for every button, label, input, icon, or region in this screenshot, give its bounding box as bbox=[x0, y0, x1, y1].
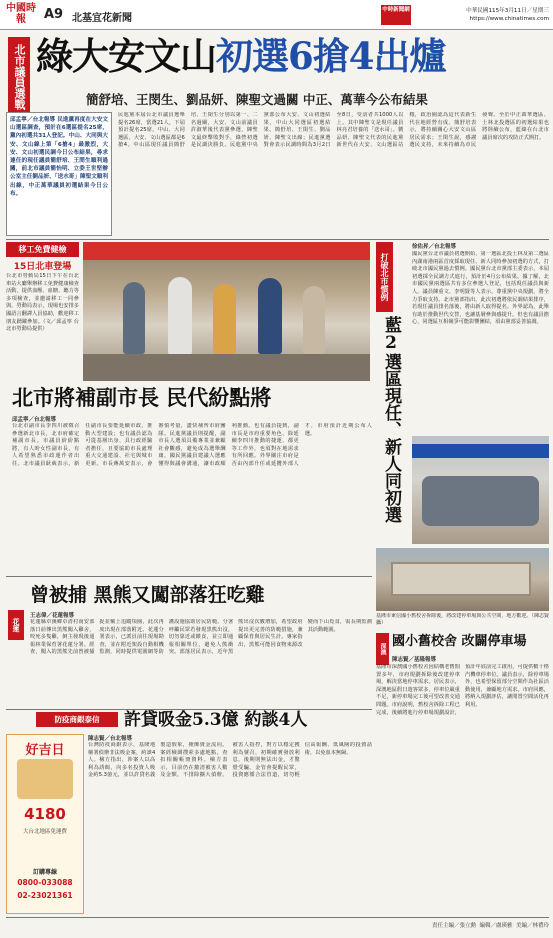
ad-title: 好吉日 bbox=[25, 743, 65, 758]
person bbox=[303, 286, 325, 354]
tree-headline: 曾被捕 黑熊又闖部落狂吃雞 bbox=[30, 584, 265, 606]
right-byline: 徐佑昇／台北報導 bbox=[412, 244, 457, 250]
credits: 責任主編／張立勳 編輯／盧瑛雅 美編／林禮玲 bbox=[431, 923, 549, 929]
school-byline: 陳志賢／基隆報導 bbox=[392, 657, 437, 663]
banner bbox=[83, 242, 370, 260]
campaign-tag: 移工免費健檢 bbox=[6, 242, 79, 257]
person bbox=[123, 282, 145, 354]
right-section-tag: 打破北市慣例 bbox=[376, 242, 393, 312]
floor bbox=[83, 354, 370, 381]
logo: 中國時報 bbox=[6, 3, 36, 25]
divider bbox=[6, 917, 549, 918]
campaign-title: 15日北車登場 bbox=[13, 262, 72, 272]
person bbox=[168, 277, 192, 355]
tree-tag: 花蓮 bbox=[8, 610, 24, 640]
keelung-tag: 防疫商銀泰信 bbox=[36, 712, 118, 727]
masthead bbox=[0, 0, 553, 30]
vice-body: 台北市副市長李四川被徵召參選新北市長，北市府確定補副市長。市議員紛紛點將，有人盼女性副市長，有人希望熟悉市政運作者出任。北市議員耿葳表示，新任副市長要能延續市政、推動大型建設；也有議員認為可從基層出身、具行政經驗者擔任，且要協助市長處理重大交通建設、社宅與城市更新。市長蔣萬安表示，會審慎考量，盡快補齊市府團隊。民進黨議員則提醒，副市長人選須具備專業並兼顧社會觀感，避免成為選舉酬庸。國民黨議員建議人選應懂得與議會溝通，讓市政順利推動。也有議員提到，副市長是市府重要角色，除延續李四川推動的捷運、都更等工作外，也須對在地需求有所回應。外界關注市府是否由內部升任或延攬外部人才，市府預計近期公布人選。 bbox=[12, 423, 372, 467]
event-photo bbox=[83, 242, 370, 381]
lead-headline: 綠大安文山初選6搶4出爐 bbox=[36, 34, 446, 78]
school-body: 基隆市深澳國小舊校舍因結構老舊閒置多年，市府規劃拆除後改建停車場，解決當地停車需求。居民表示，深澳地區假日遊客眾多，停車位嚴重不足，新停車場完工後可望改善交通問題。市府說明，舊校舍拆除工程已完成，後續將進行停車場規劃設計，預計年底前完工啟用，可提供數十格汽機車停車位。議員表示，除停車場外，也希望保留部分空間作為社區活動使用，兼顧地方需求。市府回應，將納入規劃評估，讓閒置空間活化再利用。 bbox=[376, 664, 549, 716]
section-name: 北基宜花新聞 bbox=[72, 13, 132, 24]
building bbox=[391, 562, 531, 596]
person bbox=[213, 284, 236, 354]
lead-body: 民進黨本屆台北市議員選舉提名26席，當選21人，下屆預計提名25席，中山、大同選區、大安、文山選區都是6搶4。中山區現任議員簡舒培、王閔生分別以第一、二名過關，大安、文山前議員許淑華後代表黨參選，陳聖文最終擊敗對手，綠營初選是民調決勝負。民進黨中央黨部公布大安、文山初選結果，中山大同選區初選結果，簡舒培、王閔生、劉品妍、陳聖文出線；民進黨選對會表示民調時間為3月2日至8日，受訪者共1000人以上。其中陳聖文是現任議員林亮君培養的「送水哥」。劉品妍、陳聖文代表的民進黨新世代在大安、文山選區站穩，政治圈認為這代表新生代在地經營有成。簡舒培表示，將持續關心大安文山區居民需求；王閔生說，感謝選民支持，未來持續為市民發聲。至於中正萬華選區、士林北投選區的初選結果也將陸續公布，藍綠在台北市議員席次的攻防正式開打。 bbox=[118, 112, 549, 149]
school-tag: 深澳 bbox=[376, 633, 389, 665]
right-body: 國民黨台北市議員初選開始，第一選區北投士林及第二選區內湖南港兩區首度採取現任、新人同時參加初選的方式，打破北市國民黨過去慣例。國民黨台北市黨部主委表示，本屆初選採全民調方式進行，預計於4月公布結果。據了解，北市國民黨兩選區共有多位參選人登記，包括現任議員與新人。議員陳重文、李明賢等人表示，尊重黨中央規劃，將全力爭取支持。北市黨部指出，此次初選將依民調結果排序，若現任議員排名落後，將由新人取得提名。外界認為，此舉有助於推動世代交替，也讓基層參與感提升。但也有議員擔心，同選區互相競爭可能影響團結，須由黨部妥善協調。 bbox=[412, 251, 549, 326]
issue-date: 中華民國115年3月11日／星期三 bbox=[466, 8, 549, 14]
tree-byline: 王志偉／花蓮報導 bbox=[30, 613, 75, 619]
person bbox=[258, 278, 282, 354]
vice-byline: 邱孟寧／台北報導 bbox=[12, 417, 57, 423]
divider bbox=[6, 576, 372, 577]
ad-phone: 02-23021361 bbox=[17, 891, 73, 900]
lead-section-tag: 北市議員選戰 bbox=[8, 37, 30, 117]
ad-price: 4180 bbox=[24, 805, 66, 823]
ad-box bbox=[6, 734, 84, 914]
keelung-headline: 許貸吸金5.3億 約談4人 bbox=[124, 710, 308, 730]
group bbox=[422, 476, 539, 526]
keelung-photo bbox=[376, 548, 549, 611]
keelung-byline: 陳志賢／台北報導 bbox=[88, 736, 133, 742]
site-url: https://www.chinatimes.com bbox=[469, 16, 549, 22]
ad-phone-label: 訂購專線 bbox=[32, 869, 57, 876]
ad-phone: 0800-033088 bbox=[17, 878, 73, 887]
right-photo bbox=[412, 436, 549, 544]
keelung-body: 台灣防疫商銀表示，基隆地檢署偵辦非法吸金案，約談4人。檢方指出，涉案人以高利為誘餌，向多名投資人吸金約5.3億元，並以許貸名義製造假象，掩飾資金流向。案經檢調搜索多處地點，查扣相關帳冊資料。檢方表示，目前仍在釐清被害人數及金額，不排除擴大偵辦。被害人指控，對方以穩定獲利為號召，初期確實發放利息，後期則無法出金，才驚覺受騙。金管會提醒民眾，投資應循合法管道，切勿輕信高報酬、低風險的投資話術，以免血本無歸。 bbox=[88, 742, 372, 779]
right-headline: 藍2選區現任、新人同初選 bbox=[381, 316, 401, 523]
keelung-caption: 基隆市東信國小舊校舍拆除後，將改建停車場與公共空間，地方歡迎。（陳志賢攝） bbox=[376, 613, 549, 626]
ad-image bbox=[17, 759, 73, 799]
lead-lede: 邱孟寧／台北報導 民進黨再度在大安文山選區調查，預計在6選區提名25席，黨內初選共31人登記。中山、大同與大安、文山線上第「6搶4」最激烈，大安、文山初選民調今日公布結果，尋求連任的現任議員簡舒培、王閔生順利過關，前北市議員簡怡明、立委王世堅辦公室主任劉品妍、「送水哥」陳聖文順利出線，中正萬華議員初選結果今日公布。 bbox=[6, 112, 112, 236]
tree-body: 花蓮縣卓溪鄉卓清村南安部落日前傳出黑熊闖入雞舍，咬死多隻雞，飼主發現後通報林業保育署花蓮分署。經查，闖入的黑熊先前曾被捕捉並戴上追蹤項圈，此次再度出現在部落附近。花蓮分署表示，已派員前往現場勘查，並在附近架設自動相機監測，同時提供電圍網等防護設施協助居民防範。分署呼籲民眾若發現黑熊出沒，切勿靠近或餵食，並立即通報相關單位，避免人熊衝突。部落居民表示，近年黑熊出沒次數增加，希望政府提出更完善的防範措施，兼顧保育與居民生計。專家指出，黑熊可能因食物來源改變而下山覓食，需長期監測其活動範圍。 bbox=[30, 619, 372, 656]
lead-subhead: 簡舒培、王閔生、劉品妍、陳聖文過關 中正、萬華今公布結果 bbox=[86, 92, 428, 107]
divider bbox=[6, 239, 549, 240]
ad-note: 大台北地區免運費 bbox=[22, 829, 67, 835]
school-headline: 國小舊校舍 改闢停車場 bbox=[392, 634, 527, 649]
right-logo: 中時新聞網 bbox=[381, 5, 411, 25]
campaign-body: 台北市勞動局15日下午在台北車站大廳舉辦移工免費健康檢查活動，提供血壓、血糖、聽力等多項檢查，並邀請移工一同參與。勞動局表示，現場也安排多國語言翻譯人員協助，歡迎移工朋友踴躍參加。（文／邱孟寧 台北市勞動局提供） bbox=[6, 273, 79, 333]
page-number: A9 bbox=[44, 7, 64, 22]
banner bbox=[412, 444, 549, 458]
vice-headline: 北市將補副市長 民代紛點將 bbox=[12, 385, 272, 410]
